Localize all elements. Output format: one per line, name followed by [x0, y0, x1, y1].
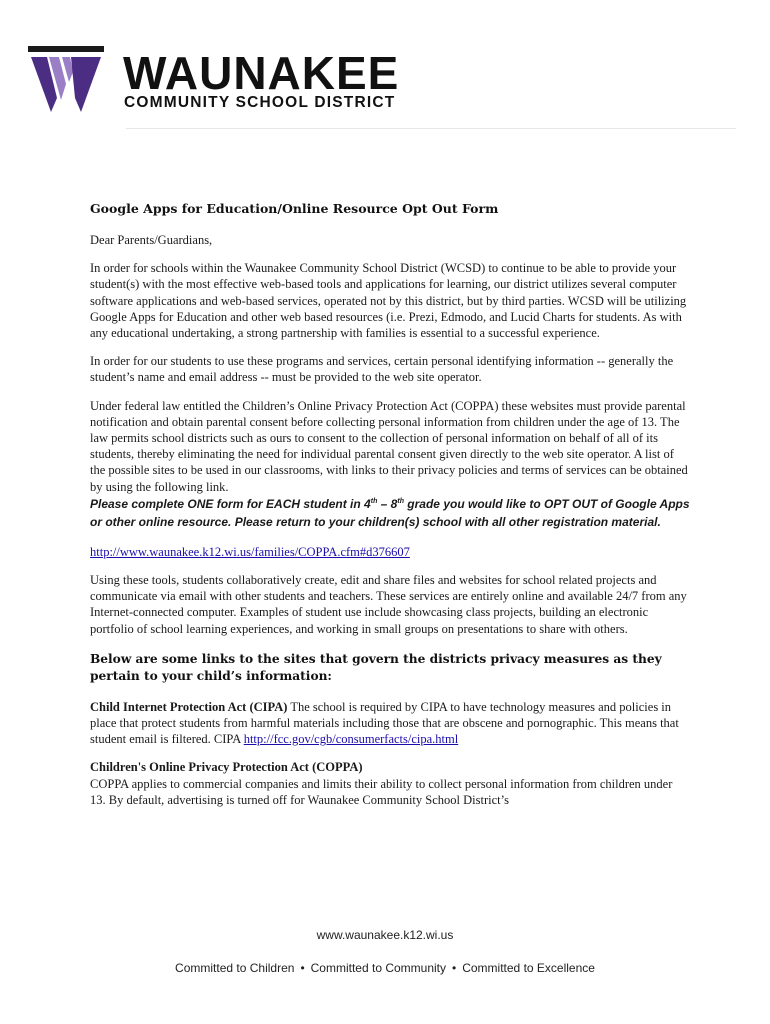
cipa-paragraph — [90, 699, 690, 748]
privacy-links-heading: Below are some links to the sites that govern the districts privacy measures as they pertain to your child’s information: — [90, 651, 662, 683]
coppa-section — [90, 759, 690, 808]
cipa-text: The school is required by CIPA to have technology measures and policies in place that protect students from harmful materials including those that are obscene and pornographic. This means that student email is filtered. CIPA — [90, 699, 679, 747]
notice-ordinal-1: th — [370, 497, 378, 505]
intro-paragraph: In order for schools within the Waunakee Community School District (WCSD) to continue to be able to provide your student(s) with the most effective web-based tools and applications for learning, our district utilizes several computer software applications and web-based services, operated not by this district, but by third parties. WCSD will be utilizing Google Apps for Education and other web based resources (i.e. Prezi, Edmodo, and Lucid Charts for students. As with any educational undertaking, a strong partnership with families is essential to a successful experience. — [90, 261, 687, 341]
header-divider — [126, 128, 736, 129]
cipa-title: Child Internet Protection Act (CIPA) — [90, 699, 288, 714]
cipa-link[interactable]: http://fcc.gov/cgb/consumerfacts/cipa.html — [243, 732, 459, 747]
motto-excellence: Committed to Excellence — [462, 961, 595, 975]
district-subtitle: COMMUNITY SCHOOL DISTRICT — [124, 94, 396, 111]
notice-text-3: grade you would like to OPT OUT of Google Apps or other online resource. Please return to your children(s) school with all other registration material. — [90, 496, 690, 530]
footer-motto — [0, 961, 770, 975]
district-name: WAUNAKEE — [123, 47, 400, 99]
coppa-text: COPPA applies to commercial companies and limits their ability to collect personal information from children under 13. By default, advertising is turned off for Waunakee Community School District’s — [90, 776, 673, 807]
letter-body — [90, 200, 690, 808]
coppa-sites-link[interactable]: http://www.waunakee.k12.wi.us/families/COPPA.cfm#d376607 — [90, 544, 410, 559]
footer-website: www.waunakee.k12.wi.us — [316, 928, 454, 942]
coppa-paragraph: Under federal law entitled the Children’s Online Privacy Protection Act (COPPA) these websites must provide parental notification and obtain parental consent before collecting personal information from children under the age of 13. The law permits school districts such as ours to consent to the collection of personal information on behalf of all of its students, thereby eliminating the need for individual parental consent given directly to the web site operator. A list of the possible sites to be used in our classrooms, with links to their privacy policies and terms of services can be obtained by using the following link. — [90, 398, 688, 494]
motto-community: Committed to Community — [310, 961, 447, 975]
personal-info-paragraph: In order for our students to use these programs and services, certain personal identifying information -- generally the student’s name and email address -- must be provided to the web site operator. — [90, 354, 674, 385]
salutation: Dear Parents/Guardians, — [90, 233, 213, 247]
tools-paragraph: Using these tools, students collaboratively create, edit and share files and websites for school related projects and communicate via email with other students and teachers. These services are entirely online and available 24/7 from any Internet-connected computer. Examples of student use include showcasing class projects, building an electronic portfolio of school learning experiences, and working in small groups on presentations to share with others. — [90, 573, 687, 636]
motto-bullet: • — [452, 961, 457, 975]
motto-children: Committed to Children — [175, 961, 295, 975]
letterhead — [28, 46, 728, 136]
opt-out-instructions — [90, 495, 690, 532]
notice-ordinal-2: th — [397, 497, 404, 505]
coppa-title: Children's Online Privacy Protection Act (COPPA) — [90, 760, 363, 775]
motto-bullet: • — [300, 961, 305, 975]
form-title: Google Apps for Education/Online Resource Opt Out Form — [90, 201, 499, 216]
district-logo-icon — [28, 46, 104, 114]
notice-text-1: Please complete ONE form for EACH student in 4 — [90, 496, 371, 511]
notice-text-2: – 8 — [377, 496, 398, 511]
